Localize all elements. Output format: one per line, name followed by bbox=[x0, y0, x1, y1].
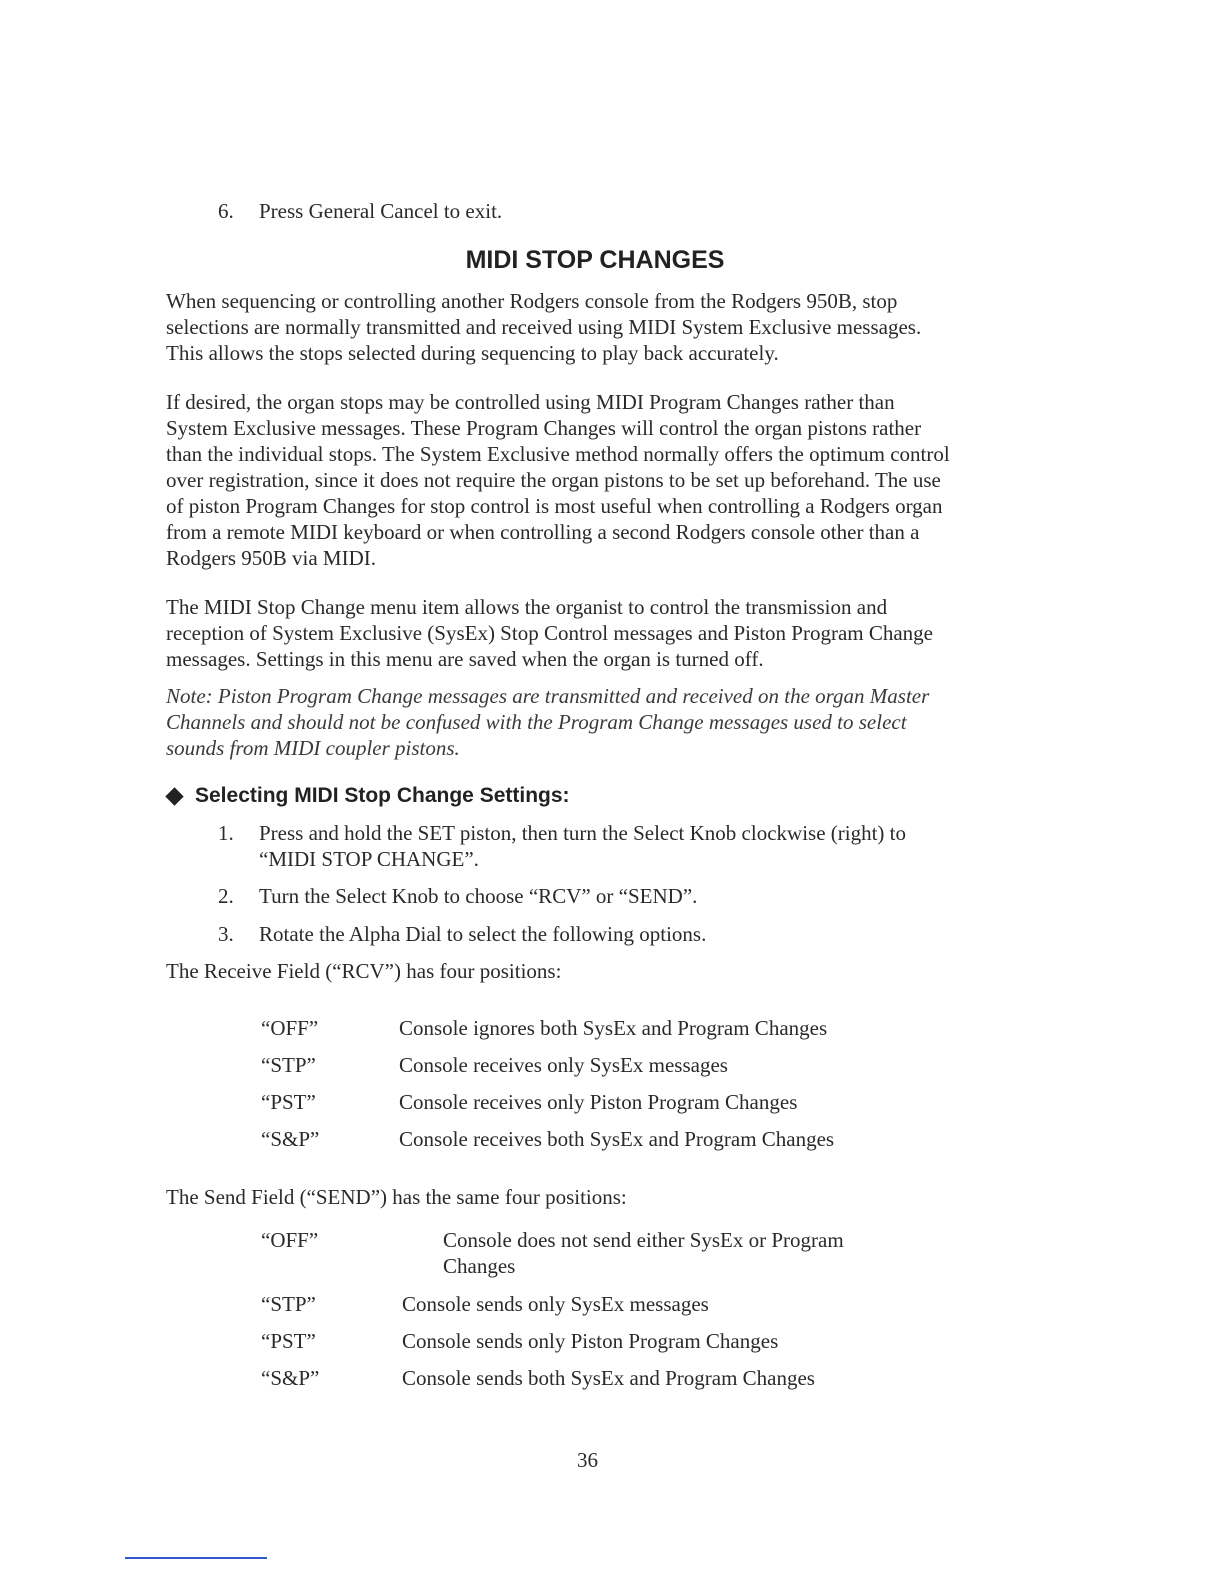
step-3-text: Rotate the Alpha Dial to select the following options. bbox=[259, 922, 707, 946]
receive-intro: The Receive Field (“RCV”) has four positions: bbox=[166, 959, 562, 983]
subheading-text: Selecting MIDI Stop Change Settings: bbox=[195, 784, 570, 807]
paragraph-1: When sequencing or controlling another Rodgers console from the Rodgers 950B, stop selections are normally transmitted and received using MIDI System Exclusive messages. This allows the stops selected during sequencing to play back accurately. bbox=[166, 289, 922, 365]
receive-key-off: “OFF” bbox=[261, 1016, 319, 1040]
diamond-bullet-icon bbox=[165, 787, 183, 805]
receive-key-sp: “S&P” bbox=[261, 1127, 320, 1151]
receive-desc-sp: Console receives both SysEx and Program Changes bbox=[399, 1127, 835, 1151]
step-1-text: Press and hold the SET piston, then turn the Select Knob clockwise (right) to “MIDI STOP CHANGE”. bbox=[259, 821, 907, 871]
step-2-number: 2. bbox=[218, 884, 234, 908]
step-3-number: 3. bbox=[218, 922, 234, 946]
receive-desc-off: Console ignores both SysEx and Program Changes bbox=[399, 1016, 828, 1040]
send-key-off: “OFF” bbox=[261, 1228, 319, 1252]
send-key-sp: “S&P” bbox=[261, 1366, 320, 1390]
footer-divider bbox=[125, 1557, 267, 1559]
subheading bbox=[166, 784, 570, 808]
step-6-text: Press General Cancel to exit. bbox=[259, 199, 503, 223]
send-intro: The Send Field (“SEND”) has the same four positions: bbox=[166, 1185, 627, 1209]
send-desc-off: Console does not send either SysEx or Program Changes bbox=[443, 1228, 844, 1278]
step-1-number: 1. bbox=[218, 821, 234, 845]
note-paragraph: Note: Piston Program Change messages are transmitted and received on the organ Master Channels and should not be confused with the Program Change messages used to select sounds from MIDI coupler pistons. bbox=[166, 684, 930, 760]
paragraph-3: The MIDI Stop Change menu item allows the organist to control the transmission and reception of System Exclusive (SysEx) Stop Control messages and Piston Program Change messages. Settings in this menu are saved when the organ is turned off. bbox=[166, 595, 933, 671]
receive-key-stp: “STP” bbox=[261, 1053, 316, 1077]
page-number: 36 bbox=[577, 1448, 598, 1472]
send-key-stp: “STP” bbox=[261, 1292, 316, 1316]
send-desc-sp: Console sends both SysEx and Program Changes bbox=[402, 1366, 815, 1390]
send-key-pst: “PST” bbox=[261, 1329, 316, 1353]
send-desc-pst: Console sends only Piston Program Changes bbox=[402, 1329, 779, 1353]
receive-desc-pst: Console receives only Piston Program Changes bbox=[399, 1090, 798, 1114]
section-title: MIDI STOP CHANGES bbox=[465, 246, 725, 274]
receive-key-pst: “PST” bbox=[261, 1090, 316, 1114]
send-desc-stp: Console sends only SysEx messages bbox=[402, 1292, 709, 1316]
paragraph-2: If desired, the organ stops may be controlled using MIDI Program Changes rather than System Exclusive messages. These Program Changes will control the organ pistons rather than the individual stops. The System Exclusive method normally offers the optimum control over registration, since it does not require the organ pistons to be set up beforehand. The use of piston Program Changes for stop control is most useful when controlling a Rodgers organ from a remote MIDI keyboard or when controlling a second Rodgers console other than a Rodgers 950B via MIDI. bbox=[166, 390, 950, 570]
step-2-text: Turn the Select Knob to choose “RCV” or “SEND”. bbox=[259, 884, 698, 908]
receive-desc-stp: Console receives only SysEx messages bbox=[399, 1053, 728, 1077]
step-6-number: 6. bbox=[218, 199, 234, 223]
